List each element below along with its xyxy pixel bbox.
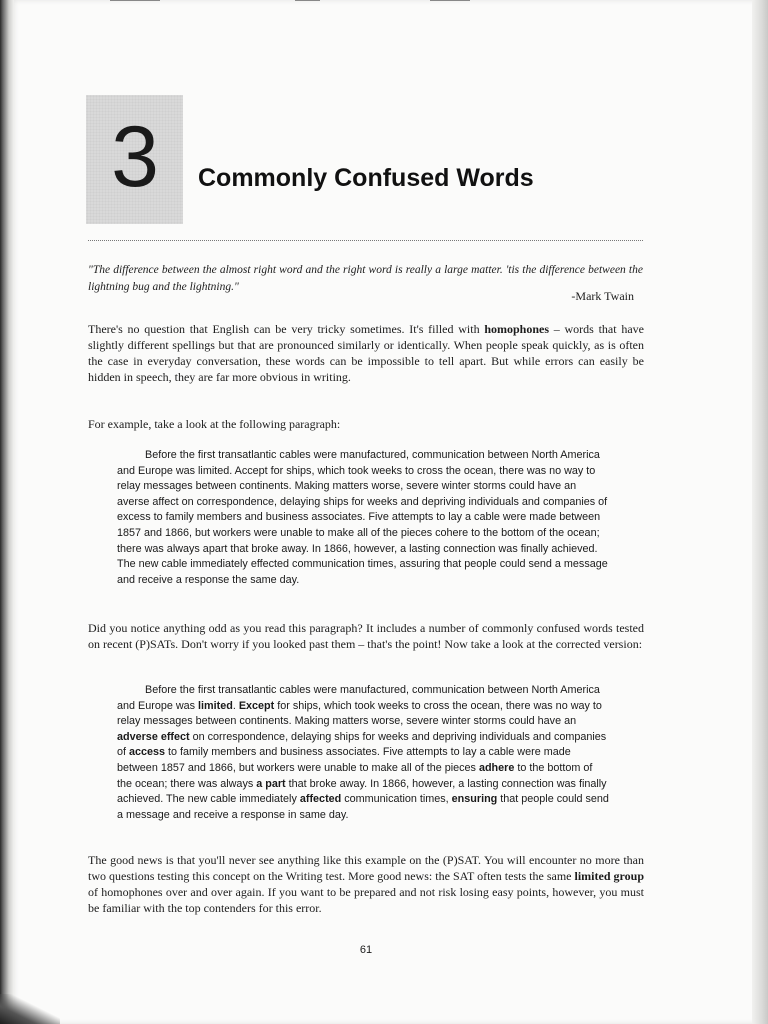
incorrect-passage xyxy=(117,448,610,588)
passage-text: that people could send a message and receive a response in same day. xyxy=(117,793,609,821)
corrected-passage xyxy=(117,683,610,823)
chapter-title: Commonly Confused Words xyxy=(198,164,534,192)
passage-text: for ships, which took weeks to cross the ocean, there was no way to relay messages between continents. Making matters worse, severe winter storms could have an xyxy=(117,699,602,728)
intro-text-cont: – words that have slightly different spellings but that are pronounced similarly or identically. When people speak quickly, as is often the case in everyday conversation, these words can be impossible to tell apart. But while errors can easily be hidden in speech, they are far more obvious in writing. xyxy=(88,322,644,384)
intro-text: There's no question that English can be very tricky sometimes. It's filled with xyxy=(88,322,485,336)
passage-text: to the bottom of the ocean; there was always xyxy=(117,761,593,790)
passage-text: to family members and business associates. Five attempts to lay a cable were made between 1857 and 1866, but workers were unable to make all of the pieces xyxy=(117,746,571,774)
scan-artifact xyxy=(430,0,470,4)
binding-shadow xyxy=(0,0,14,1024)
corrected-word: adverse effect xyxy=(117,730,190,743)
scan-artifact xyxy=(110,0,160,4)
dotted-divider xyxy=(88,240,643,241)
corrected-word: a part xyxy=(256,777,286,790)
corrected-word: Except xyxy=(238,699,275,712)
epigraph-quote: "The difference between the almost right word and the right word is really a large matter. 'tis the difference between the lightning bug and the lightning." xyxy=(88,264,643,293)
example-lead-in: For example, take a look at the following paragraph: xyxy=(88,417,341,431)
chapter-number: 3 xyxy=(111,109,159,205)
scan-artifact xyxy=(295,0,320,4)
corrected-word: ensuring xyxy=(451,793,498,806)
passage-text: on correspondence, delaying ships for weeks and depriving individuals and companies of xyxy=(117,730,607,759)
page-edge xyxy=(752,0,768,1024)
intro-paragraph xyxy=(88,321,644,385)
corner-shadow xyxy=(0,994,60,1024)
corrected-word: affected xyxy=(299,793,342,806)
epigraph-attribution: -Mark Twain xyxy=(571,289,634,303)
passage-text: communication times, xyxy=(341,793,452,806)
corrected-passage-text xyxy=(117,683,610,823)
closing-paragraph xyxy=(88,852,644,916)
incorrect-passage-text: Before the first transatlantic cables were manufactured, communication between North America and Europe was limited. Accept for ships, which took weeks to cross the ocean, there was no way to relay messages between continents. Making matters worse, severe winter storms could have an averse affect on correspondence, delaying ships for weeks and depriving individuals and companies of excess to family members and business associates. Five attempts to lay a cable were made between 1857 and 1866, but workers were unable to make all of the pieces cohere to the bottom of the ocean; there was always apart that broke away. In 1866, however, a lasting connection was finally achieved. The new cable immediately effected communication times, assuring that people could send a message and receive a response the same day. xyxy=(117,449,608,586)
closing-text-cont: of homophones over and over again. If you want to be prepared and not risk losing easy points, however, you must be familiar with the top contenders for this error. xyxy=(88,885,644,915)
passage-text: Before the first transatlantic cables were manufactured, communication between North America and Europe was xyxy=(117,684,600,712)
corrected-word: adhere xyxy=(478,761,515,774)
homophones-term: homophones xyxy=(484,322,550,336)
passage-text: . xyxy=(232,699,239,712)
limited-group-term: limited group xyxy=(574,869,644,883)
page-number: 61 xyxy=(359,944,373,956)
middle-paragraph: Did you notice anything odd as you read this paragraph? It includes a number of commonly confused words tested on recent (P)SATs. Don't worry if you looked past them – that's the point! Now take a look at the corrected version: xyxy=(88,621,644,651)
closing-text: The good news is that you'll never see anything like this example on the (P)SAT. You will encounter no more than two questions testing this concept on the Writing test. More good news: the SAT often tests the same xyxy=(88,853,644,883)
passage-text: that broke away. In 1866, however, a lasting connection was finally achieved. The new cable immediately xyxy=(117,777,607,806)
corrected-word: limited xyxy=(198,699,233,712)
corrected-word: access xyxy=(129,746,166,759)
